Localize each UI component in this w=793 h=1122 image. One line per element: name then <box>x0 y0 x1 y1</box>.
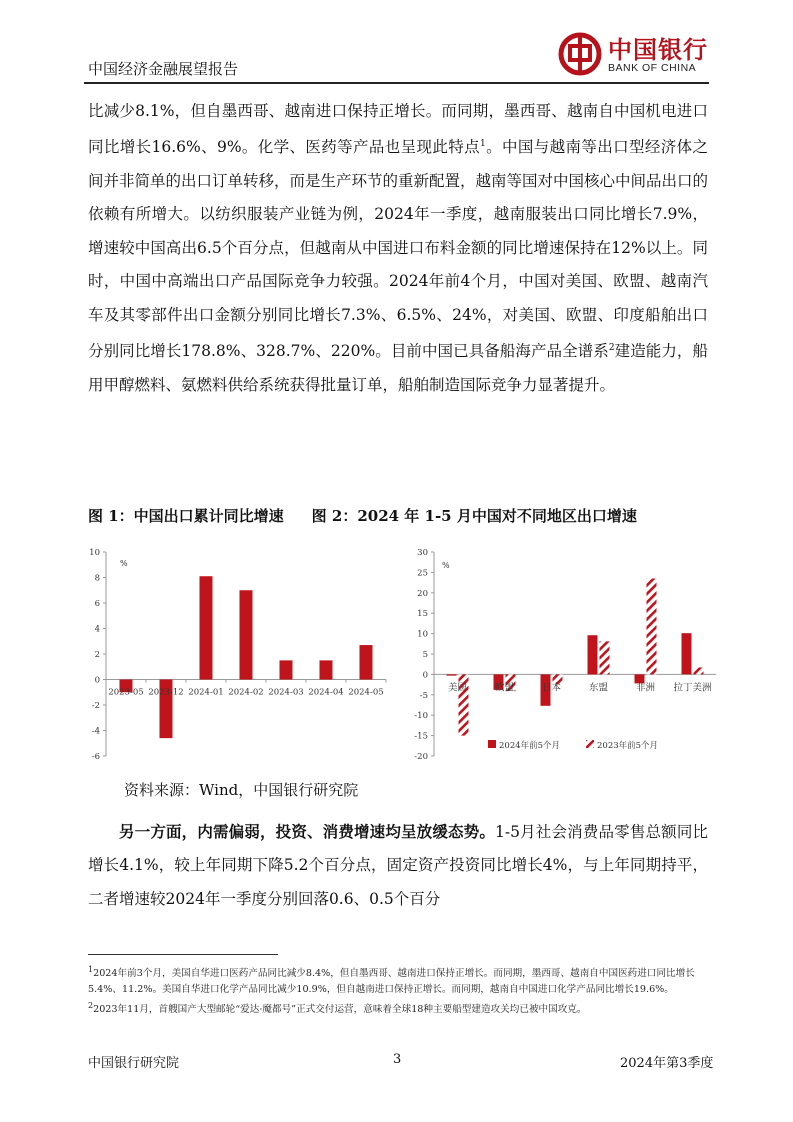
bank-of-china-logo-icon <box>558 32 602 76</box>
c2-legend-swatch-2023 <box>586 740 594 748</box>
c1-x-tick-label: 2024-04 <box>308 687 344 698</box>
figure1-title: 图 1：中国出口累计同比增速 <box>88 507 284 525</box>
figure-source: 资料来源：Wind，中国银行研究院 <box>124 781 359 799</box>
c2-y-tick-label: -15 <box>414 731 428 742</box>
c1-bar-2024-01 <box>200 576 213 679</box>
c1-x-tick-label: 2023-12 <box>148 687 184 698</box>
c2-x-tick-label: 非洲 <box>635 682 656 694</box>
c2-y-unit: % <box>442 561 450 570</box>
c2-y-tick-label: -10 <box>414 711 428 722</box>
c1-y-tick-label: -6 <box>91 752 100 762</box>
body-paragraph-2 <box>88 815 708 916</box>
c1-bar-2024-04 <box>320 660 333 679</box>
page-number: 3 <box>393 1052 402 1067</box>
logo-en-text: BANK OF CHINA <box>608 62 697 74</box>
c2-legend-swatch-2024 <box>488 740 496 748</box>
c2-x-tick-label: 欧盟 <box>494 682 515 694</box>
c2-x-tick-label: 美国 <box>447 682 468 694</box>
body-paragraph-1 <box>88 95 708 402</box>
footnote-1 <box>88 962 712 998</box>
c2-x-tick-label: 日本 <box>541 682 562 694</box>
chart-export-by-region <box>400 542 720 764</box>
c1-x-tick-label: 2024-02 <box>228 687 264 698</box>
paragraph1-text-b: 。中国与越南等出口型经济体之间并非简单的出口订单转移，而是生产环节的重新配置，越南等国对中国核心中间品出口的依赖有所增大。以纺织服装产业链为例，2024年一季度，越南服装出口同比增长7.9%，增速较中国高出6.5个百分点，但越南从中国进口布料金额的同比增速保持在12%以上。同时，中国中高端出口产品国际竞争力较强。2024年前4个月，中国对美国、欧盟、越南汽车及其零部件出口金额分别同比增长7.3%、6.5%、24%，对美国、欧盟、印度船舶出口分别同比增长178.8%、328.7%、220%。目前中国已具备船海产品全谱系 <box>88 138 709 361</box>
footnote-1-mark: 1 <box>88 965 94 974</box>
footnote-1-text: 2024年前3个月，美国自华进口医药产品同比减少8.4%，但自墨西哥、越南进口保持正增长。而同期，墨西哥、越南自中国医药进口同比增长5.4%、11.2%。美国自华进口化学产品同比减少10.9%，但自越南进口保持正增长。而同期，越南自中国进口化学产品同比增长19.6%。 <box>88 968 695 996</box>
bank-logo <box>558 32 714 80</box>
footnote-2 <box>88 998 712 1018</box>
c2-y-tick-label: 20 <box>417 588 428 599</box>
c1-x-tick-label: 2024-03 <box>268 687 304 698</box>
footnote-2-text: 2023年11月，首艘国产大型邮轮“爱达·魔都号”正式交付运营，意味着全球18种主要船型建造攻关均已被中国攻克。 <box>93 1004 587 1016</box>
paragraph2-text: 1-5月社会消费品零售总额同比增长4.1%，较上年同期下降5.2个百分点，固定资产投资同比增长4%，与上年同期持平，二者增速较2024年一季度分别回落0.6、0.5个百分 <box>88 823 708 908</box>
c2-y-tick-label: 10 <box>417 629 428 640</box>
c2-bar-2024-东盟 <box>588 635 598 674</box>
c1-x-tick-label: 2024-01 <box>188 687 224 698</box>
logo-cn-text: 中国银行 <box>608 35 708 64</box>
c1-y-tick-label: 8 <box>94 573 100 584</box>
c2-y-tick-label: 25 <box>417 568 428 579</box>
c2-y-tick-label: 5 <box>422 650 428 660</box>
report-title: 中国经济金融展望报告 <box>88 60 239 78</box>
footnote-ref-2[interactable]: 2 <box>608 343 615 353</box>
c1-y-tick-label: -2 <box>91 701 100 711</box>
footnotes <box>88 962 712 1018</box>
paragraph1-text-c: 建造能力，船用甲醇燃料、氨燃料供给系统获得批量订单，船舶制造国际竞争力显著提升。 <box>88 342 708 394</box>
c1-bar-2024-05 <box>360 645 373 679</box>
footer-period: 2024年第3季度 <box>620 1056 714 1071</box>
c1-x-tick-label: 2023-05 <box>108 687 144 698</box>
c2-y-tick-label: 0 <box>422 670 428 681</box>
c1-y-tick-label: 6 <box>94 599 100 609</box>
c1-y-tick-label: -4 <box>91 726 100 737</box>
paragraph1-text-a: 比减少8.1%，但自墨西哥、越南进口保持正增长。而同期，墨西哥、越南自中国机电进口同比增长16.6%、9%。化学、医药等产品也呈现此特点 <box>88 102 708 157</box>
c1-x-tick-label: 2024-05 <box>348 687 384 698</box>
c2-bar-2023-拉丁美洲 <box>694 667 704 674</box>
footnote-rule <box>88 954 278 955</box>
c2-y-tick-label: -20 <box>414 752 428 762</box>
c2-y-tick-label: -5 <box>419 690 428 701</box>
footer-org: 中国银行研究院 <box>88 1056 180 1071</box>
c1-y-unit: % <box>120 559 128 568</box>
footnote-2-mark: 2 <box>88 1001 94 1011</box>
chart-export-cumulative-growth <box>82 542 394 764</box>
footnote-ref-1[interactable]: 1 <box>480 139 486 150</box>
c1-bar-2024-03 <box>280 660 293 679</box>
c1-y-tick-label: 0 <box>94 675 100 686</box>
c2-legend-label-2023: 2023年前5个月 <box>597 741 659 751</box>
c1-y-tick-label: 10 <box>89 548 100 558</box>
c1-bar-2024-02 <box>240 590 253 679</box>
figure2-title: 图 2：2024 年 1-5 月中国对不同地区出口增速 <box>311 507 637 525</box>
c2-x-tick-label: 拉丁美洲 <box>673 682 712 694</box>
c2-bar-2023-东盟 <box>600 641 610 674</box>
c2-bar-2024-美国 <box>447 674 457 675</box>
c2-y-tick-label: 30 <box>417 548 428 558</box>
c2-y-tick-label: 15 <box>417 609 428 620</box>
c1-y-tick-label: 2 <box>94 650 100 660</box>
c2-bar-2024-拉丁美洲 <box>682 633 692 674</box>
c2-bar-2023-非洲 <box>647 579 657 675</box>
c2-legend-label-2024: 2024年前5个月 <box>499 741 561 751</box>
paragraph2-lead: 另一方面，内需偏弱，投资、消费增速均呈放缓态势。 <box>119 822 496 841</box>
figure-titles <box>88 505 637 526</box>
c2-x-tick-label: 东盟 <box>588 682 609 694</box>
c1-y-tick-label: 4 <box>94 624 100 635</box>
header-rule <box>84 82 709 84</box>
